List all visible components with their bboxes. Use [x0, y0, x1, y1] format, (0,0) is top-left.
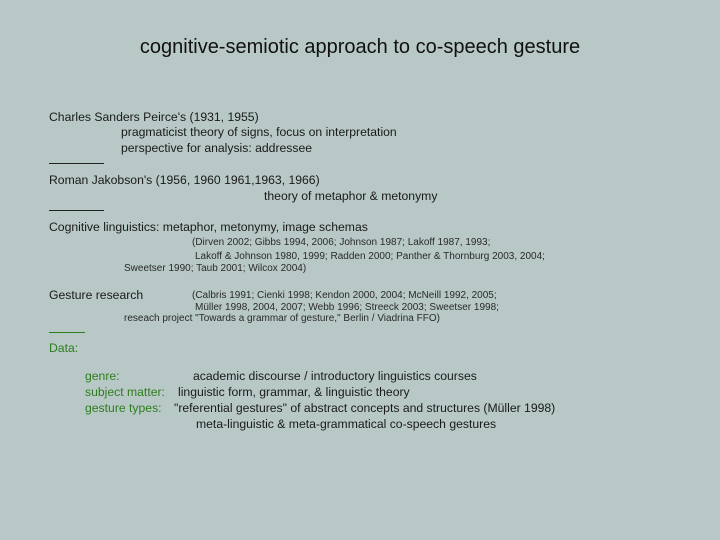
gesture-types-label: gesture types: [85, 401, 162, 415]
cognitive-ref-2: Lakoff & Johnson 1980, 1999; Radden 2000; Panther & Thornburg 2003, 2004; [195, 251, 545, 262]
jakobson-heading: Roman Jakobson's (1956, 1960 1961,1963, 1966) [49, 173, 320, 187]
subject-value: linguistic form, grammar, & linguistic theory [178, 385, 410, 399]
gesture-ref-3: reseach project "Towards a grammar of gesture," Berlin / Viadrina FFO) [124, 313, 440, 324]
peirce-line-1: pragmaticist theory of signs, focus on interpretation [121, 125, 397, 139]
data-heading: Data: [49, 341, 79, 355]
genre-label: genre: [85, 369, 120, 383]
separator-rule-1 [49, 163, 104, 164]
gesture-types-value-2: meta-linguistic & meta-grammatical co-speech gestures [196, 417, 497, 431]
jakobson-line-1: theory of metaphor & metonymy [264, 189, 438, 203]
gesture-ref-2: Müller 1998, 2004, 2007; Webb 1996; Streeck 2003; Sweetser 1998; [195, 302, 499, 313]
gesture-types-value-1: "referential gestures" of abstract concepts and structures (Müller 1998) [174, 401, 556, 415]
genre-value: academic discourse / introductory linguistics courses [193, 369, 477, 383]
peirce-heading: Charles Sanders Peirce's (1931, 1955) [49, 110, 259, 124]
peirce-line-2: perspective for analysis: addressee [121, 141, 313, 155]
cognitive-ref-1: (Dirven 2002; Gibbs 1994, 2006; Johnson 1987; Lakoff 1987, 1993; [192, 237, 491, 248]
cognitive-heading: Cognitive linguistics: metaphor, metonymy, image schemas [49, 220, 368, 234]
subject-label: subject matter: [85, 385, 165, 399]
gesture-heading: Gesture research [49, 288, 144, 302]
cognitive-ref-3: Sweetser 1990; Taub 2001; Wilcox 2004) [124, 263, 307, 274]
slide-title: cognitive-semiotic approach to co-speech gesture [139, 36, 581, 58]
separator-rule-3 [49, 332, 85, 333]
gesture-ref-1: (Calbris 1991; Cienki 1998; Kendon 2000, 2004; McNeill 1992, 2005; [192, 290, 497, 301]
separator-rule-2 [49, 210, 104, 211]
